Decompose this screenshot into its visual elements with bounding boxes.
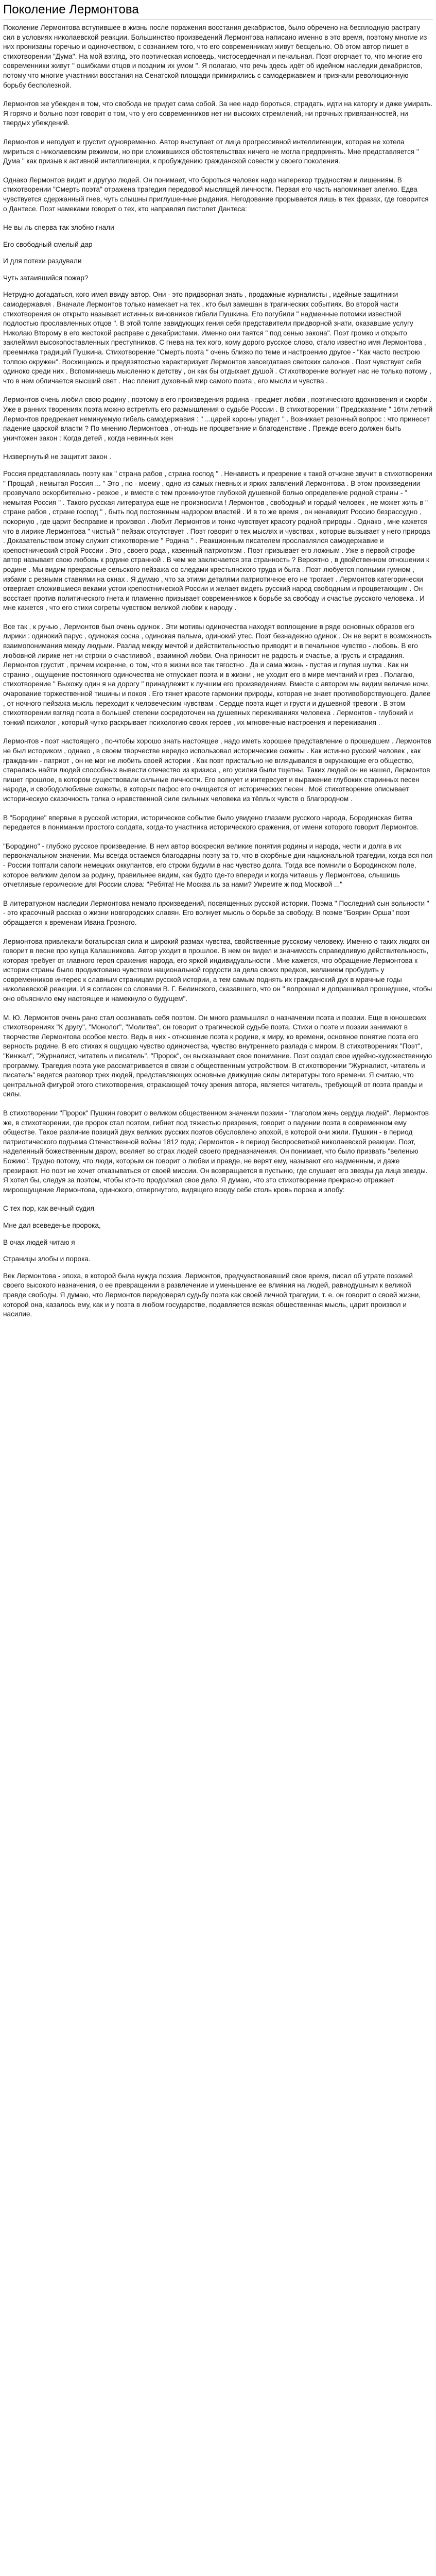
- verse-line: Его свободный смелый дар: [3, 240, 93, 248]
- verse-line: Мне дал всеведенье пророка,: [3, 1221, 101, 1229]
- paragraph: Однако Лермонтов видит и другую людей. Он понимает, что бороться человек надо наперекор трудностям и лишениям. В стихотворении "Смерть поэта" отражена трагедия передовой мыслящей личности. Первая его часть напоминает элегию. Едва чувствуется сдержанный гнев, чуть слышны приглушенные рыдания. Негодование прорывается лишь в тех фразах, где говорится о Дантесе. Поэт намеками говорит о тех, кто направлял пистолет Дантеса:: [3, 176, 429, 213]
- paragraph: Нетрудно догадаться, кого имел ввиду автор. Они - это придворная знать , продажные журналисты , идейные защитники самодержавия . Вначале Лермонтов только намекает на тех , кто был замешан в трагических событиях. Во второй части стихотворения он открыто называет истинных виновников гибели Пушкина. Его погубили " надменные потомки известной подлостью прославленных отцов ". В этой толпе завидующих гения себя представители придворной знати, оказавшие услугу Николаю Второму в его жестокой расправе с декабристами. Именно они таятся " под сенью закона". Поэт громко и открыто заклеймил высокопоставленных преступников. С гнева на тех кого, кому дорого русское слово, стало известно имя Лермонтова , преемника традиций Пушкина. Стихотворение "Смерть поэта " очень близко по теме и настроению другое - "Как часто пестрою толпою окружен". Восхищаюсь и предвзятостью характеризует Лермонтов завсегдатаев светских салонов . Поэт чувствует себя одиноко среди них . Вспоминаешь мысленно к детству , он как бы отдыхает душой . Стихотворение волнует нас не только потому , что в нем обличается высший свет . Нас пленит духовный мир самого поэта , его мысли и чувства .: [3, 291, 431, 385]
- paragraph: Лермонтов и негодует и грустит одновременно. Автор выступает от лица прогрессивной интеллигенции, которая не хотела мириться с николаевским режимом, но при сложившихся обстоятельствах ничего не могла предпринять. Мне представляется " Дума " как призыв к активной интеллигенции, к пробуждению гражданской совести у своего поколения.: [3, 138, 419, 165]
- verse-line: С тех пор, как вечный судия: [3, 1205, 95, 1213]
- paragraph: В литературном наследии Лермонтова немало произведений, посвященных русской истории. Поэма " Последний сын вольности " - это красочный рассказ о жизни новгородских славян. Его волнует мысль о борьбе за свободу. В поэме "Боярин Орша" поэт обращается к временам Ивана Грозного.: [3, 899, 429, 926]
- paragraph: Лермонтов же убежден в том, что свобода не придет сама собой. За нее надо бороться, страдать, идти на каторгу и даже умирать. Я горячо и больно поэт говорит о том, что у его современников нет ни высоких стремлений, ни прочных привязанностей, ни твердых убеждений.: [3, 100, 433, 127]
- verse-line: Низвергнутый не защитит закон .: [3, 453, 112, 461]
- paragraph: Лермонтов - поэт настоящего , по-чтобы хорошо знать настоящее , надо иметь хорошее представление о прошедшем . Лермонтов не был историком , однако , в своем творчестве нередко использовал исторические сюжеты . Как истинно русский человек , как гражданин - патриот , он не мог не любить своей истории . Как поэт пристально не вглядывался в окружающие его общество, старались найти людей способных вывести отечество из кризиса , его усилия были тщетны. Таких людей он не нашел, Лермонтов пишет прошлое, в котором существовали сильные личности. Его волнует и интересует и выражение глубоких старинных песен народа, и свободолюбивые сюжеты, в которых пафос его очищается от исторических песен . Моё стихотворение описывает историческую сказочность толка о нравственной силе сильных человека из тёплых чувств о благородном .: [3, 737, 431, 803]
- article-body: [3, 23, 433, 1319]
- paragraph: Лермонтов очень любил свою родину , поэтому в его произведения родина - предмет любви , поэтического вдохновения и скорби . Уже в ранних творениях поэта можно встретить его размышления о судьбе России . В стихотворении " Предсказание " 16ти летний Лермонтов предрекает неминуемую гибель самодержавия : " ...царей короны упадет " . Возникает резонный вопрос : что принесет падение царской власти ? По мнению Лермонтова , отнюдь не процветание и благоденствие . Прежде всего должен быть уничтожен закон : Когда детей , когда невинных жен: [3, 396, 433, 442]
- paragraph: Поколение Лермонтова вступившее в жизнь после поражения восстания декабристов, было обречено на бесплодную растрату сил в условиях николаевской реакции. Большинство произведений Лермонтова написано именно в это время, поэтому многие из них пронизаны горечью и одиночеством, с сознанием того, что его современникам живут бесцельно. Об этом автор пишет в стихотворении "Дума". На мой взгляд, это поэтическая исповедь, чистосердечная и печальная. Поэт огорчает то, что многие его современники живут " ошибками отцов и поздним их умом ". Я полагаю, что речь здесь идёт об идейном наследии декабристов, потому что многие участники восстания на Сенатской площади примирились с самодержавием и признали революционную борьбу бесполезной.: [3, 24, 427, 89]
- paragraph: М. Ю. Лермонтов очень рано стал осознавать себя поэтом. Он много размышлял о назначении поэта и поэзии. Еще в юношеских стихотворениях "К другу", "Монолог", "Молитва", он говорит о трагической судьбе поэта. Стихи о поэте и поэзии занимают в творчестве Лермонтова особое место. Ведь в них - отношение поэта к родине, к миру, ко времени, основное понятие поэта его верность родине. В его стихах я ощущаю чувство одиночества, чувство внутреннего разлада с миром. В стихотворениях "Поэт", "Кинжал", "Журналист, читатель и писатель", "Пророк", он высказывает свое понимание. Поэт создал свое идейно-художественную программу. Трагедия поэта уже рассматривается в связи с общественным устройством. В стихотворении "Журналист, читатель и писатель" ведется разговор трех людей, представляющих основные движущие силы литературы того времени. Я считаю, что центральной фигурой этого стихотворения, отражающей точку зрения автора, является читатель, требующий от поэта правды и силы.: [3, 1013, 432, 1098]
- verse-line: Не вы ль сперва так злобно гнали: [3, 224, 114, 232]
- page-title: Поколение Лермонтова: [3, 2, 433, 20]
- paragraph: Век Лермонтова - эпоха, в которой была нужда поэзия. Лермонтов, предчувствовавший свое время, писал об утрате поэзией своего высокого назначения, о ее превращении в развлечение и уменьшение ее влияния на людей, равнодушным к великой правде свободы. Я думаю, что Лермонтов передоверял судьбу поэта как своей личной трагедии, т. е. он говорит о своей жизни, которой она, казалось ему, как и у поэта в любом государстве, подавляется всякая общественная мысль, царит произвол и насилие.: [3, 1272, 421, 1318]
- verse-line: Страницы злобы и порока.: [3, 1255, 91, 1263]
- paragraph: Лермонтова привлекали богатырская сила и широкий размах чувства, свойственные русскому человеку. Именно о таких людях он говорит в песне про купца Калашникова. Автор уходит в прошлое. В нем он видел и значимость справедливую действительность, которая требует от главного героя сражения народа, его яркой индивидуальности . Мне кажется, что обращение Лермонтова к истории страны было продиктовано чувством национальной гордости за дела своих предков, желанием пробудить у современников интерес к славным страницам русской истории, а тем самым поднять их гражданский дух в мрачные годы николаевской реакции. И я согласен со словами В. Г. Белинского, сказавшего, что он " вопрошал и допрашивал прошедшее, чтобы оно объяснило ему настоящее и намекнуло о будущем".: [3, 937, 432, 1003]
- paragraph: "Бородино" - глубоко русское произведение. В нем автор воскресил великие понятия родины и народа, чести и долга в их первоначальном значении. Мы всегда остаемся благодарны поэту за то, что в скорбные дни национальной трагедии, когда вся пол - России топтали сапоги немецких оккупантов, его строки будили в нас чувство долга. Тогда все помнили о Бородинском поле, которое великим делом за родину, правильнее видим, как будто где-то впереди и когда читаешь у Лермонтова, слышишь отчетливые героические для России слова: "Ребята! Не Москва ль за нами? Умремте ж под Москвой ...": [3, 842, 433, 889]
- paragraph: В стихотворении "Пророк" Пушкин говорит о великом общественном значении поэзии - "глаголом жечь сердца людей". Лермонтов же, в стихотворении, где пророк стал поэтом, гибнет под тяжестью презрения, говорит о падении поэта в современном ему обществе. Такое различие позиций двух великих русских поэтов обусловлено эпохой, в которой они жили. Пушкин - в период патриотического подъема Отечественной войны 1812 года; Лермонтов - в период беспросветной николаевской реакции. Поэт, наделенный божественным даром, вселяет во страх людей своего предназначения. Он понимает, что было призвать "веленью Божию". Трудно потому, что люди, которым он говорит о любви и правде, не верят ему, называют его надменным, и даже презирают. Но поэт не хочет отказываться от своей миссии. Он возвращается в пустыню, где слушает его звезды да лица звезды. Я хотел бы, следуя за поэтом, чтобы кто-то продолжал свое дело. Я думаю, что это стихотворение прекрасно отражает мироощущение Лермонтова, одинокого, отвергнутого, видящего всюду себе столь кровь порока и злобу:: [3, 1109, 429, 1194]
- paragraph: В "Бородине" впервые в русской истории, историческое событие было увидено глазами русского народа, Бородинская битва передается в понимании простого солдата, когда-то участника исторического сражения, от имени которого говорит Лермонтов.: [3, 814, 419, 832]
- verse-line: Чуть затаившийся пожар?: [3, 274, 89, 282]
- verse-line: В очах людей читаю я: [3, 1238, 75, 1246]
- paragraph: Все так , к ручью , Лермонтов был очень одинок . Эти мотивы одиночества находят воплощение в ряде основных образов его лирики : одинокий парус , одинокая сосна , одинокая пальма, одинокий утес. Поэт безнадежно одинок . Он не верит в возможность взаимопонимания между людьми. Разлад между мечтой и действительностью приводит и в печальное чувство - любовь. В его любовной лирике нет ни строки о счастливой , взаимной любви. Она приносит не радость и счастье, а грусть и страдания. Лермонтов грустит , причем искренне, о том, что в жизни все так тягостно . Да и сама жизнь - пустая и глупая шутка . Как ни странно , ощущение постоянного одиночества не отпускает поэта и в жизни , не уходит его в мире мечтаний и грез . Полагаю, стихотворение " Выхожу один я на дорогу " принадлежит к лучшим его произведениям. Вместе с автором мы видим величие ночи, очарование торжественной тишины и покоя . Его тянет красоте гармонии природы, которая не знает противоборствующего. Далее , от ночного пейзажа мысль переходит к человеческим чувствам . Сердце поэта ищет и грусти и душевной тревоги . В этом стихотворении взгляд поэта в большей степени сосредоточен на душевных переживаниях человека . Лермонтов - глубокий и тонкий психолог , который чутко раскрывает психологию своих героев , их мгновенные настроения и переживания .: [3, 622, 432, 726]
- paragraph: Россия представлялась поэту как " страна рабов , страна господ " . Ненавистъ и презрение к такой отчизне звучит в стихотворении " Прощай , немытая Россия ... " Это , по - моему , одно из самых гневных и ярких заявлений Лермонтова . В этом произведении прозвучало оскорбительно - резкое , и вместе с тем проникнутое глубокой душевной болью определение родной страны - " немытая Россия " . Такого русская литература еще не произносила ! Лермонтов , свободный и гордый человек , не может жить в " стране рабов , стране господ " , быть под постоянным надзором властей . И в то же время , он ненавидит Россию безрассудно , покорную , где царит бесправие и произвол . Любит Лермонтов и тонко чувствует красоту родной природы . Однако , мне кажется что в лирике Лермонтова " чистый " пейзаж отсутствует . Поэт говорит о тех мыслях и чувствах , которые вызывает у него природа . Доказательством этому служит стихотворение " Родина " . Реакционным писателем прославлялся самодержавие и крепостнический строй России . Это , своего рода , казенный патриотизм . Поэт призывает его ложным . Уже в первой строфе автор называет свою любовь к родине странной . В чем же заключается эта странность ? Вероятно , в двойственном отношении к родине . Мы видим прекрасные сельского пейзажа со следами крестьянского труда и быта . Поэт любуется полными гумном , избами с резными ставнями на окнах . Я думаю , что за этими деталями патриотичное его не трогает . Лермонтов категорически отвергает сложившиеся веками устои крепостнической России и желает видеть русский народ свободным и процветающим . Он восстает против политического гнета и пламенно призывает современников к борьбе за свободу и счастье русского человека . И мне кажется , что его стихи согреты чувством великой любви к народу .: [3, 469, 432, 612]
- verse-line: И для потехи раздували: [3, 257, 82, 265]
